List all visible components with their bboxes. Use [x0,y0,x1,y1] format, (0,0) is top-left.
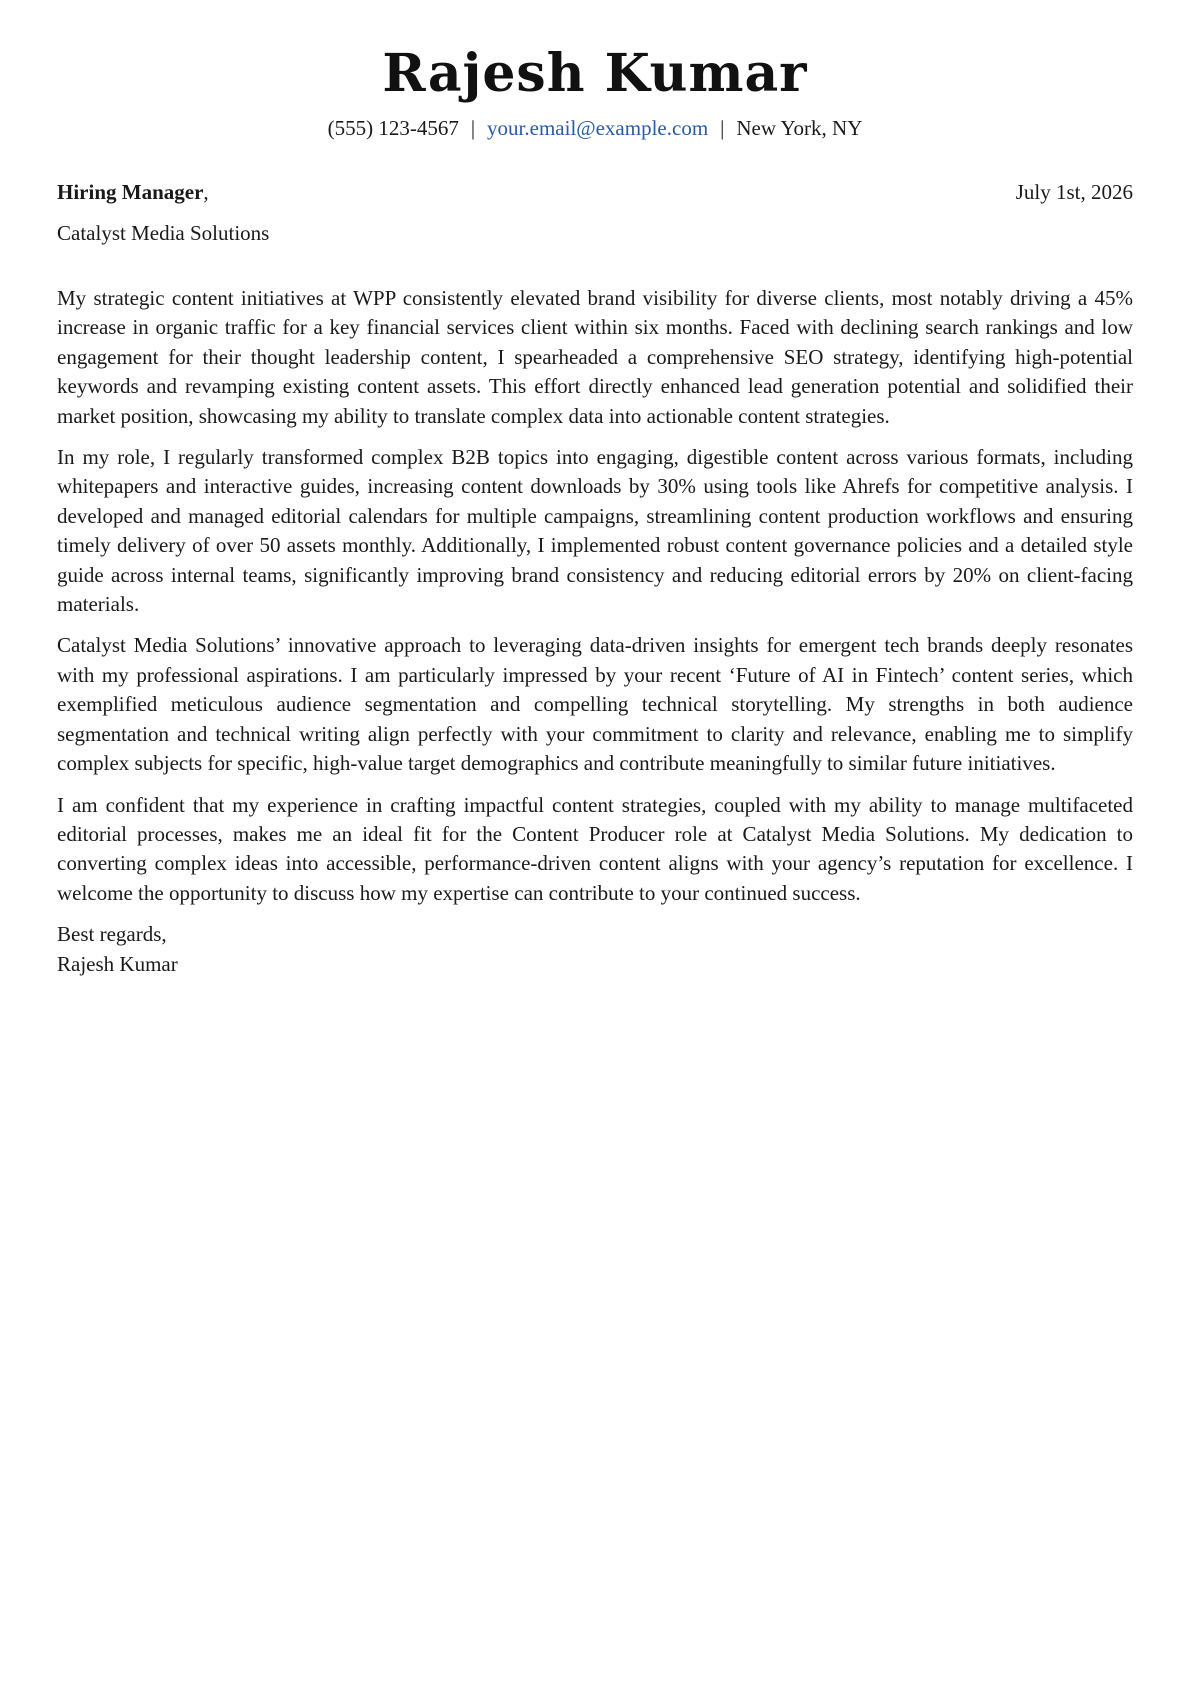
body-paragraph: Catalyst Media Solutions’ innovative approach to leveraging data-driven insights for emergent tech brands deeply resonates with my professional aspirations. I am particularly impressed by your recent ‘Future of AI in Fintech’ content series, which exemplified meticulous audience segmentation and compelling technical storytelling. My strengths in both audience segmentation and technical writing align perfectly with your commitment to clarity and relevance, enabling me to simplify complex subjects for specific, high-value target demographics and contribute meaningfully to similar future initiatives. [57,633,1133,776]
applicant-name: Rajesh Kumar [382,43,808,104]
recipient-name-suffix: , [203,180,209,204]
phone-number: (555) 123-4567 [327,116,459,140]
body-paragraph: In my role, I regularly transformed complex B2B topics into engaging, digestible content across various formats, including whitepapers and interactive guides, increasing content downloads by 30% using tools like Ahrefs for competitive analysis. I developed and managed editorial calendars for multiple campaigns, streamlining content production workflows and ensuring timely delivery of over 50 assets monthly. Additionally, I implemented robust content governance policies and a detailed style guide across internal teams, significantly improving brand consistency and reducing editorial errors by 20% on client-facing materials. [57,445,1133,617]
contact-separator: | [720,116,725,140]
email-link[interactable]: your.email@example.com [487,116,709,140]
contact-separator: | [470,116,476,140]
location: New York, NY [736,116,863,140]
body-paragraph: I am confident that my experience in crafting impactful content strategies, coupled with my ability to manage multifaceted editorial processes, makes me an ideal fit for the Content Producer role at Catalyst Media Solutions. My dedication to converting complex ideas into accessible, performance-driven content aligns with your agency’s reputation for excellence. I welcome the opportunity to discuss how my expertise can contribute to your continued success. [57,792,1133,905]
closing-salutation: Best regards, [57,922,167,947]
closing [57,920,1133,979]
recipient-row [57,177,1133,207]
recipient-name: Hiring Manager [57,180,204,204]
body-paragraph: My strategic content initiatives at WPP consistently elevated brand visibility for diverse clients, most notably driving a 45% increase in organic traffic for a key financial services client within six months. Faced with declining search rankings and low engagement for their thought leadership content, I spearheaded a comprehensive SEO strategy, identifying high-potential keywords and revamping existing content assets. This effort directly enhanced lead generation potential and solidified their market position, showcasing my ability to translate complex data into actionable content strategies. [57,286,1133,428]
letter-date: July 1st, 2026 [1015,180,1133,204]
recipient-company: Catalyst Media Solutions [57,221,270,245]
contact-line [57,113,1133,143]
signature-name: Rajesh Kumar [57,951,178,976]
letter-body [57,284,1133,979]
